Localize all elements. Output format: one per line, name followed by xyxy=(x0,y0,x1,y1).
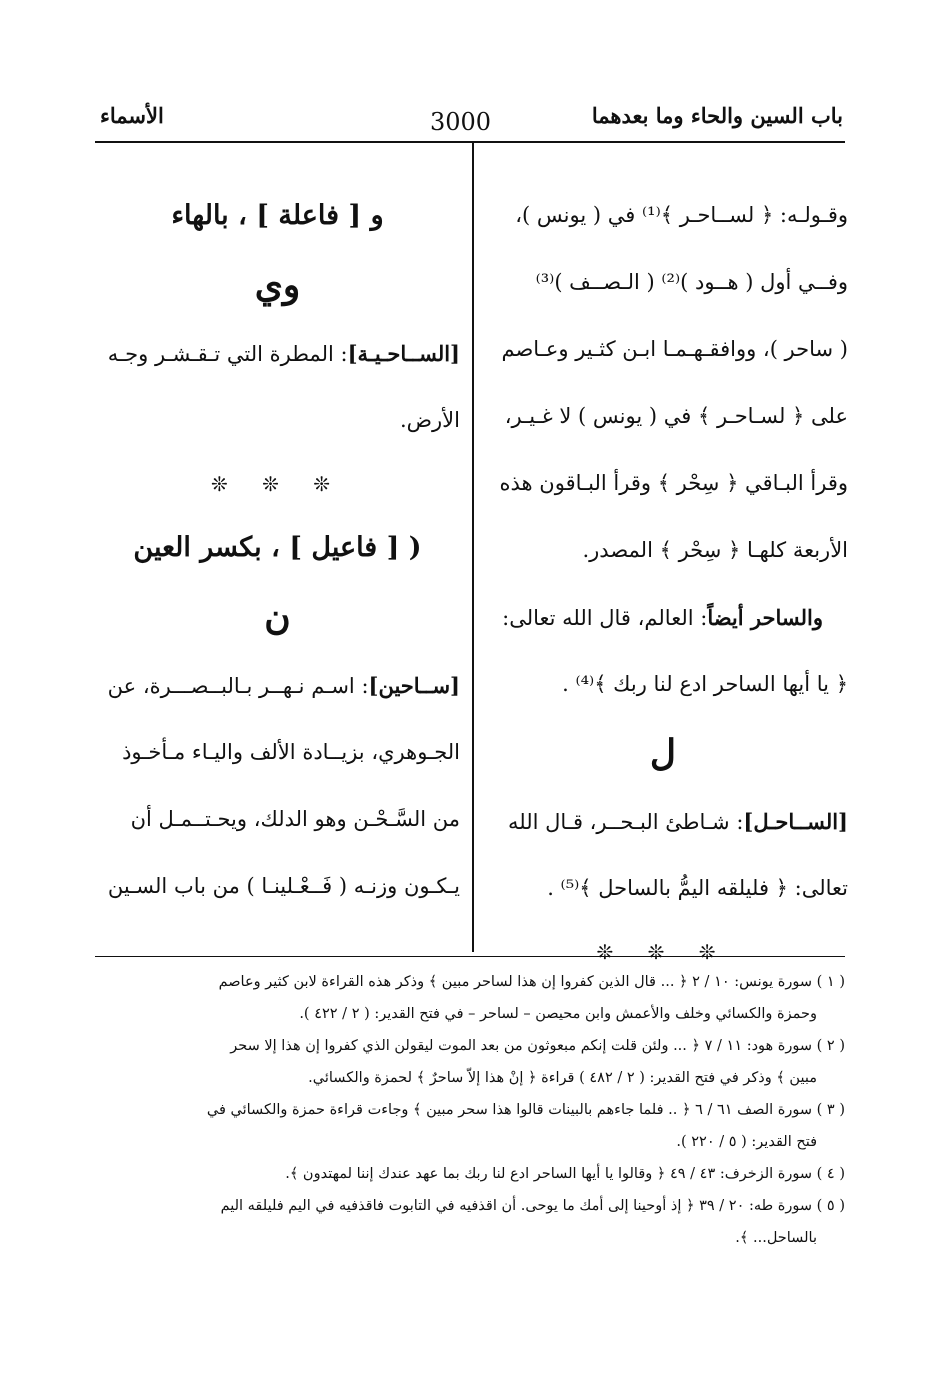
text-line: وقرأ البـاقي ﴿ سِحْر ﴾ وقرأ البـاقون هذه xyxy=(499,471,848,495)
page-number: 3000 xyxy=(430,108,492,136)
entry-term: [الســاحـيـة] xyxy=(347,341,460,366)
text-line: وفــي أول ( هــود )⁽²⁾ ( الـصــف )⁽³⁾ xyxy=(535,270,848,294)
footnote-line: ( ٥ ) سورة طه: ٢٠ / ٣٩ ﴿ إذ أوحينا إلى أمك ما يوحى. أن اقذفيه في التابوت فاقذفيه في اليم فليلقه اليم xyxy=(220,1198,845,1214)
entry-definition: : شـاطئ البـحــر، قـال الله xyxy=(508,810,744,834)
section-letter: ن xyxy=(264,596,291,638)
entry-saher xyxy=(478,584,848,651)
separator-stars: ❊ ❊ ❊ xyxy=(211,472,344,496)
text-line: يـكـون وزنـه ( فَــعْـلينـا ) من باب السـين xyxy=(107,874,460,898)
footnotes xyxy=(95,966,845,1254)
section-letter: ل xyxy=(649,732,677,774)
header-chapter-title: باب السين والحاء وما بعدهما xyxy=(591,103,843,128)
footnote-4 xyxy=(95,1158,845,1190)
entry-sahin xyxy=(95,652,460,719)
footnote-line: بالساحل... ﴾. xyxy=(735,1230,817,1246)
footnote-rule xyxy=(95,956,845,957)
separator-stars: ❊ ❊ ❊ xyxy=(596,940,730,964)
text-line: على ﴿ لسـاحـر ﴾ في ( يونس ) لا غـيـر، xyxy=(504,404,848,428)
text-line: الجـوهري، بزيــادة الألف واليـاء مـأخـوذ xyxy=(122,740,460,764)
footnote-line: مبين ﴾ وذكر في فتح القدير: ( ٢ / ٤٨٢ ) قراءة ﴿ إنْ هذا إلاّ ساحرٌ ﴾ لحمزة والكسائي. xyxy=(308,1070,817,1086)
entry-sahiya xyxy=(95,320,460,387)
column-divider xyxy=(472,142,474,952)
footnote-line: ( ٣ ) سورة الصف ٦١ / ٦ ﴿ .. فلما جاءهم بالبينات قالوا هذا سحر مبين ﴾ وجاءت قراءة حمزة والكسائي في xyxy=(206,1102,845,1118)
entry-term: [الســاحـل] xyxy=(743,809,848,834)
entry-term: [ســاحين] xyxy=(368,673,460,698)
footnote-line: وحمزة والكسائي وخلف والأعمش وابن محيصن – لساحر – في فتح القدير: ( ٢ / ٤٢٢ ). xyxy=(299,1006,817,1022)
section-letter: وي xyxy=(254,264,301,306)
footnote-line: ( ٤ ) سورة الزخرف: ٤٣ / ٤٩ ﴿ وقالوا يا أيها الساحر ادع لنا ربك بما عهد عندك إننا لمهتدون ﴾. xyxy=(285,1166,845,1182)
footnote-line: فتح القدير: ( ٥ / ٢٢٠ ). xyxy=(676,1134,817,1150)
header-section-title: الأسماء xyxy=(100,103,164,128)
footnote-line: ( ٢ ) سورة هود: ١١ / ٧ ﴿ ... ولئن قلت إنكم مبعوثون من بعد الموت ليقولن الذي كفروا إن هذا إلا سحر xyxy=(230,1038,845,1054)
footnote-1 xyxy=(95,966,845,1030)
entry-definition: : اسـم نـهــر بـالبــصـــرة، عن xyxy=(107,674,369,698)
footnote-5 xyxy=(95,1190,845,1254)
text-line: الأرض. xyxy=(399,408,460,432)
text-line: من السَّـحْـن وهو الدلك، ويحـتــمـل أن xyxy=(130,807,460,831)
text-line: وقـولـه: ﴿ لســاحـر ﴾⁽¹⁾ في ( يونس )، xyxy=(515,203,848,227)
section-heading: و [ فاعلة ] ، بالهاء xyxy=(171,200,384,231)
left-column xyxy=(95,182,460,920)
footnote-2 xyxy=(95,1030,845,1094)
text-line: الأربعة كلهـا ﴿ سِحْر ﴾ المصدر. xyxy=(582,538,848,562)
quran-quote: ﴿ يا أيها الساحر ادع لنا ربك ﴾⁽⁴⁾ . xyxy=(562,672,848,696)
footnote-3 xyxy=(95,1094,845,1158)
entry-sahil xyxy=(478,788,848,855)
text-line: ( ساحر )، ووافقـهـمـا ابـن كثـير وعـاصم xyxy=(501,337,848,361)
entry-definition: : المطرة التي تـقـشـر وجـه xyxy=(107,342,348,366)
entry-term: والساحر أيضاً xyxy=(707,605,823,630)
header-rule xyxy=(95,141,845,143)
right-column xyxy=(478,182,848,982)
section-heading: ( [ فاعيل ] ، بكسر العين xyxy=(133,532,422,563)
entry-definition: : العالم، قال الله تعالى: xyxy=(502,606,708,630)
footnote-line: ( ١ ) سورة يونس: ١٠ / ٢ ﴿ ... قال الذين كفروا إن هذا لساحر مبين ﴾ وذكر هذه القراءة لابن كثير وعاصم xyxy=(218,974,845,990)
quran-quote: تعالى: ﴿ فليلقه اليمُّ بالساحل ﴾⁽⁵⁾ . xyxy=(547,876,848,900)
